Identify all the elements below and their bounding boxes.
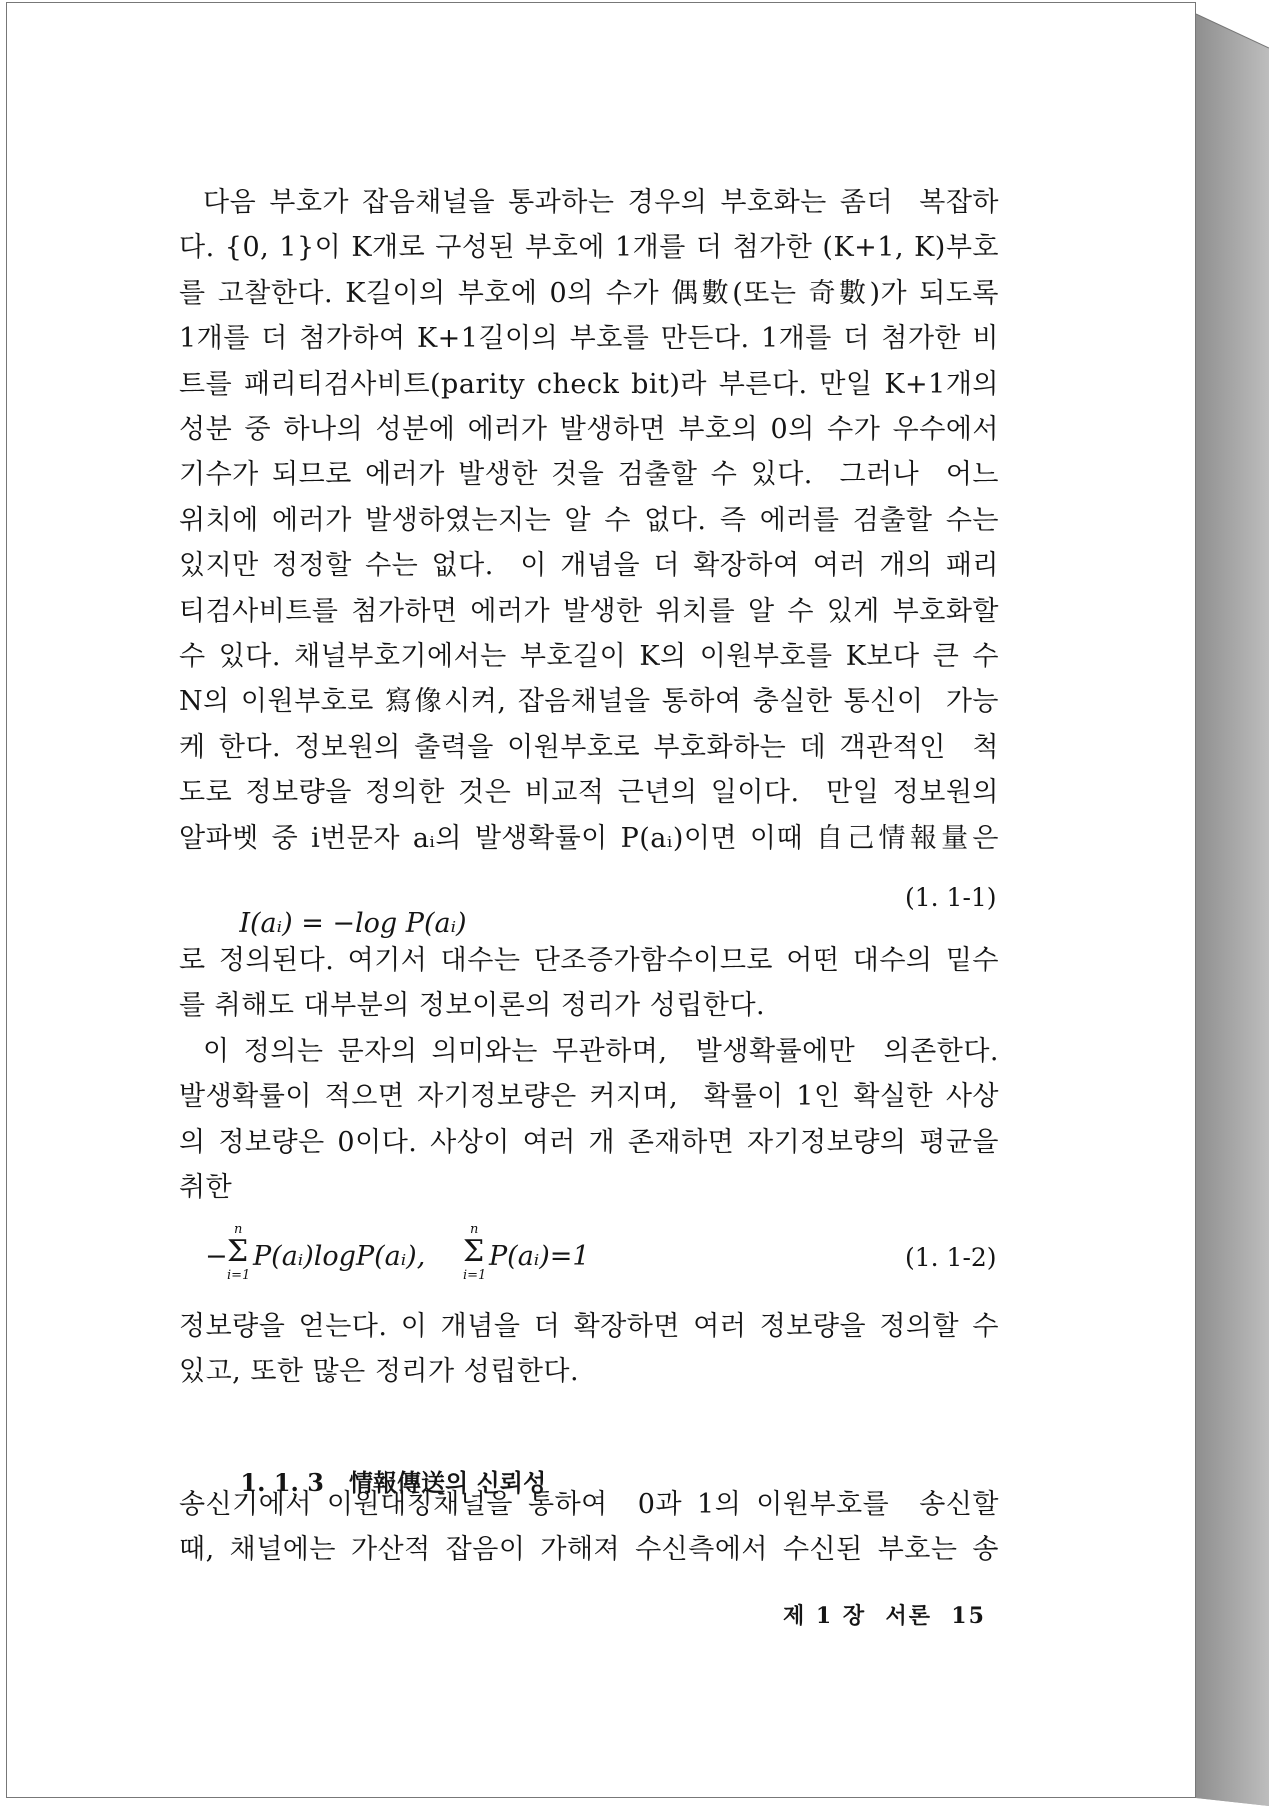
text-line: N의 이원부호로 寫像시켜, 잡음채널을 통하여 충실한 통신이 가능	[179, 686, 999, 718]
text-line: 위치에 에러가 발생하였는지는 알 수 없다. 즉 에러를 검출할 수는	[179, 504, 999, 536]
text-line: 있지만 정정할 수는 없다. 이 개념을 더 확장하여 여러 개의 패리	[179, 550, 999, 582]
sum-2-upper-limit: n	[470, 1222, 479, 1237]
text-line: 발생확률이 적으면 자기정보량은 커지며, 확률이 1인 확실한 사상	[179, 1081, 999, 1113]
text-line: 로 정의된다. 여기서 대수는 단조증가함수이므로 어떤 대수의 밑수	[179, 945, 999, 976]
sigma-2-icon: Σ	[463, 1234, 485, 1269]
section-title: 情報傳送의 신뢰성	[349, 1468, 547, 1497]
equation-2-number: (1. 1-2)	[905, 1243, 997, 1272]
sum-2-lower-limit: i=1	[463, 1268, 487, 1283]
text-line: 성분 중 하나의 성분에 에러가 발생하면 부호의 0의 수가 우수에서	[179, 414, 999, 445]
equation-2-term-2: P(aᵢ)=1	[489, 1241, 590, 1272]
text-line: 를 고찰한다. K길이의 부호에 0의 수가 偶數(또는 奇數)가 되도록	[179, 277, 999, 309]
text-line: 다. {0, 1}이 K개로 구성된 부호에 1개를 더 첨가한 (K+1, K)부호	[179, 232, 999, 264]
section-number: 1. 1. 3	[240, 1468, 324, 1497]
text-line: 의 정보량은 0이다. 사상이 여러 개 존재하면 자기정보량의 평균을	[179, 1126, 999, 1158]
text-line: 트를 패리티검사비트(parity check bit)라 부른다. 만일 K+1개의	[179, 368, 999, 400]
text-line: 있고, 또한 많은 정리가 성립한다.	[179, 1356, 580, 1388]
text-line: 도로 정보량을 정의한 것은 비교적 근년의 일이다. 만일 정보원의	[179, 777, 999, 809]
equation-2-term-1: P(aᵢ)logP(aᵢ),	[253, 1241, 426, 1272]
text-line: 티검사비트를 첨가하면 에러가 발생한 위치를 알 수 있게 부호화할	[179, 595, 999, 627]
text-line: 이 정의는 문자의 의미와는 무관하며, 발생확률에만 의존한다.	[203, 1035, 999, 1067]
text-line: 기수가 되므로 에러가 발생한 것을 검출할 수 있다. 그러나 어느	[179, 459, 999, 491]
equation-2: − n Σ i=1 P(aᵢ)logP(aᵢ), n Σ i=1 P(aᵢ)=1	[205, 1235, 765, 1295]
sum-1-lower-limit: i=1	[227, 1268, 251, 1283]
page-footer: 제 1 장 서론 15	[783, 1603, 986, 1629]
document-page	[6, 2, 1196, 1798]
text-line: 송신기에서 이원대칭채널을 통하여 0과 1의 이원부호를 송신할	[179, 1489, 999, 1520]
text-line: 정보량을 얻는다. 이 개념을 더 확장하면 여러 정보량을 정의할 수	[179, 1311, 999, 1342]
text-line: 1개를 더 첨가하여 K+1길이의 부호를 만든다. 1개를 더 첨가한 비	[179, 323, 999, 355]
text-line: 다음 부호가 잡음채널을 통과하는 경우의 부호화는 좀더 복잡하	[203, 187, 999, 218]
text-line: 를 취해도 대부분의 정보이론의 정리가 성립한다.	[179, 990, 766, 1022]
sum-1-upper-limit: n	[234, 1222, 243, 1237]
text-line: 알파벳 중 i번문자 aᵢ의 발생확률이 P(aᵢ)이면 이때 自己情報量은	[179, 822, 999, 854]
text-line: 수 있다. 채널부호기에서는 부호길이 K의 이원부호를 K보다 큰 수	[179, 641, 999, 672]
equation-1-number: (1. 1-1)	[905, 883, 997, 912]
text-line: 때, 채널에는 가산적 잡음이 가해져 수신측에서 수신된 부호는 송	[179, 1534, 999, 1566]
sigma-1-icon: Σ	[227, 1234, 249, 1269]
text-line: 취한	[179, 1172, 233, 1203]
equation-1-expression: I(aᵢ) = −log P(aᵢ)	[239, 908, 467, 939]
text-line: 케 한다. 정보원의 출력을 이원부호로 부호화하는 데 객관적인 척	[179, 731, 999, 763]
